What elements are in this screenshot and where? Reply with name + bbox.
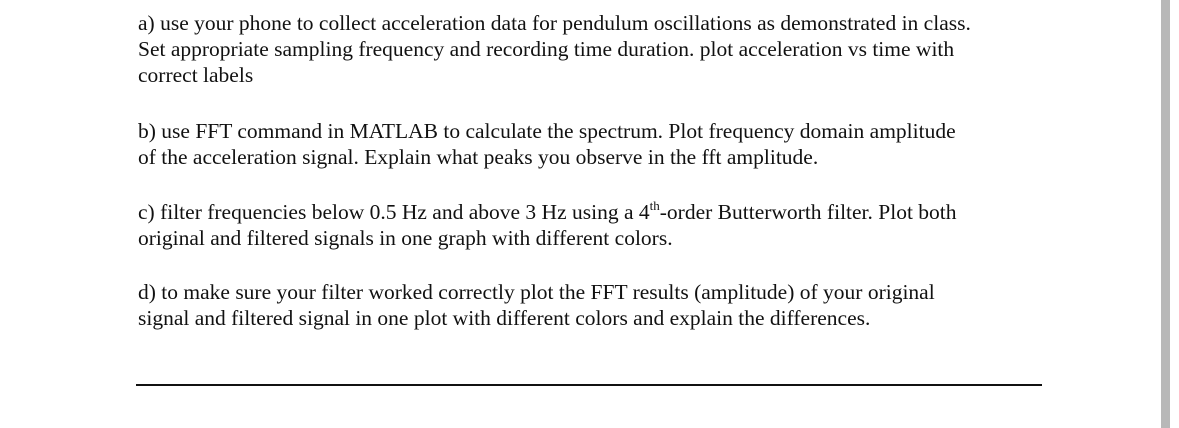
ordinal-superscript: th xyxy=(649,197,660,213)
question-a-line-2: Set appropriate sampling frequency and recording time duration. plot acceleration vs time with xyxy=(138,37,955,61)
question-c-line-2: original and filtered signals in one graph with different colors. xyxy=(138,226,673,250)
question-d xyxy=(138,279,1098,331)
question-a xyxy=(138,10,1098,88)
question-c-text-after: -order Butterworth filter. Plot both xyxy=(659,200,957,224)
horizontal-divider xyxy=(136,384,1042,386)
question-b-line-1: b) use FFT command in MATLAB to calculate the spectrum. Plot frequency domain amplitude xyxy=(138,119,956,143)
question-c-text-before: c) filter frequencies below 0.5 Hz and above 3 Hz using a 4 xyxy=(138,200,650,224)
question-d-line-1: d) to make sure your filter worked correctly plot the FFT results (amplitude) of your original xyxy=(138,280,935,304)
question-b xyxy=(138,118,1098,170)
question-c-line-1 xyxy=(138,199,1098,225)
question-c xyxy=(138,199,1098,251)
question-b-line-2: of the acceleration signal. Explain what peaks you observe in the fft amplitude. xyxy=(138,145,819,169)
question-d-line-2: signal and filtered signal in one plot with different colors and explain the differences. xyxy=(138,306,871,330)
vertical-scrollbar[interactable] xyxy=(1160,0,1179,428)
scrollbar-track[interactable] xyxy=(1161,0,1170,428)
question-a-line-1: a) use your phone to collect acceleration data for pendulum oscillations as demonstrated in class. xyxy=(138,11,971,35)
question-a-line-3: correct labels xyxy=(138,63,254,87)
